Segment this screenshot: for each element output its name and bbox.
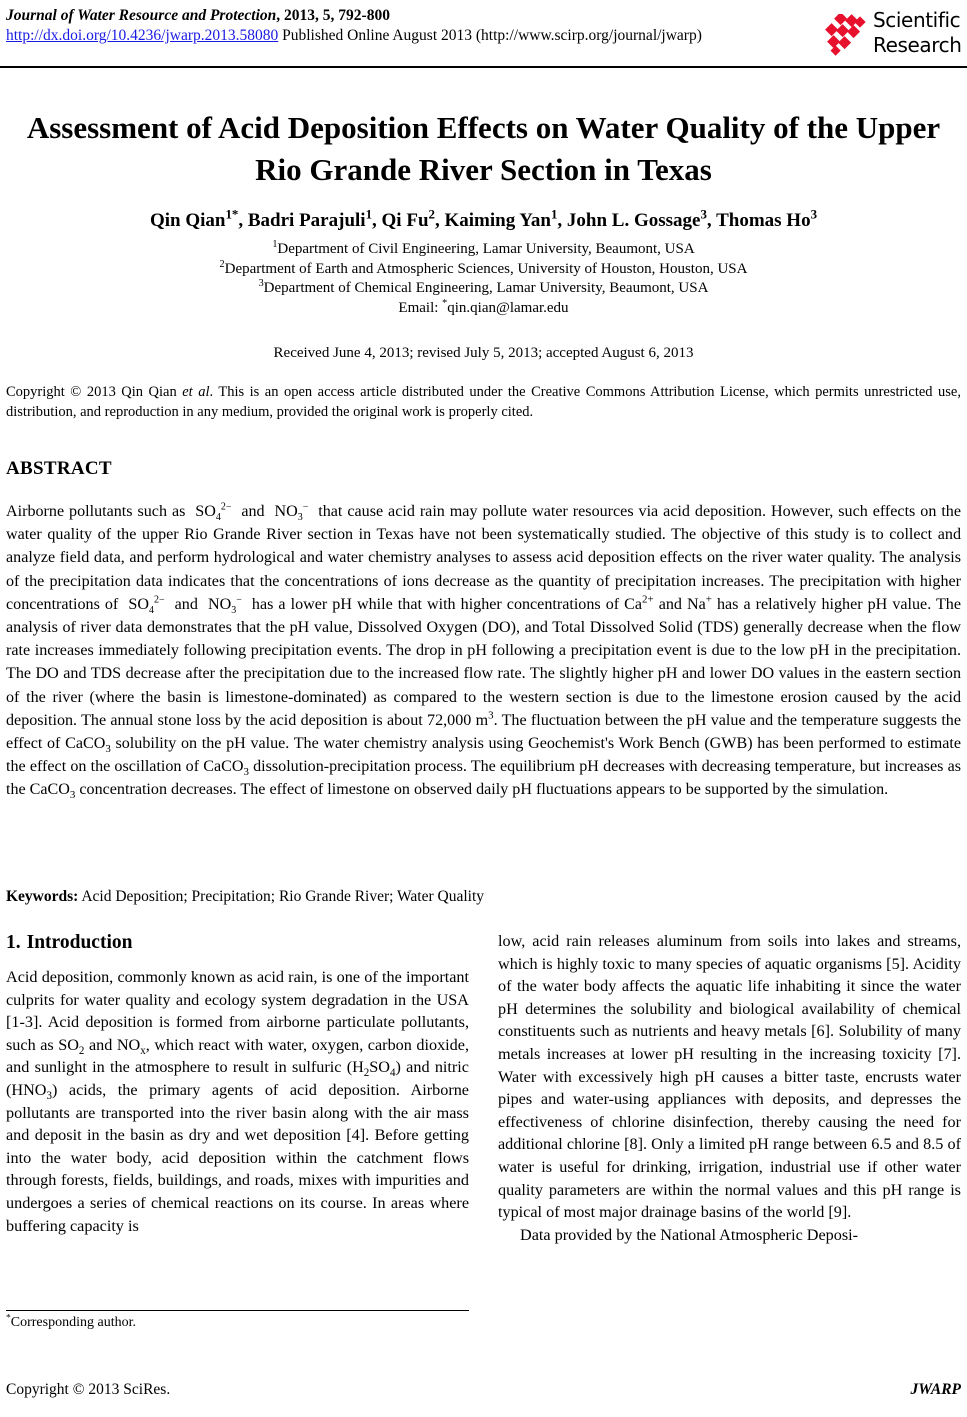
abstract-paragraph: Airborne pollutants such as $SO_4^{2-}$ and $NO_3^-$ that cause acid rain may pollute water resources via acid deposition. However, such effects on the water quality of the upper Rio Grande River section in Texas have not been systematically studied. The objective of this study is to collect and analyze field data, and perform hydrological and water chemistry analyses to assess acid deposition effects on the river water quality. The analysis of the precipitation data indicates that the concentrations of ions decrease as the quantity of precipitation increases. The precipitation with higher concentrations of $SO_4^{2-}$ and $NO_3^-$ has a lower pH while that with higher concentrations of $Ca^{2+}$ and Na+ has a relatively higher pH value. The analysis of river data demonstrates that the pH value, Dissolved Oxygen (DO), and Total Dissolved Solid (TDS) generally decrease when the flow rate increases immediately following precipitation events. The drop in pH following a precipitation event is due to the low pH in the precipitation. The DO and TDS decrease after the precipitation due to the increased flow rate. The slightly higher pH and lower DO values in the eastern section of the river (where the basin is limestone-dominated) as compared to the western section is due to the limestone erosion caused by the acid deposition. The annual stone loss by the acid deposition is about 72,000 $m^3$. The fluctuation between the pH value and the temperature suggests the effect of CaCO$_3$ solubility on the pH value. The water chemistry analysis using Geochemist's Work Bench (GWB) has been performed to estimate the effect on the oscillation of CaCO$_3$ dissolution-precipitation process. The equilibrium pH decreases with decreasing temperature, but increases as the CaCO$_3$ concentration decreases. The effect of limestone on observed daily pH fluctuations appears to be supported by the simulation. bbox=[6, 501, 962, 802]
logo-line-scientific: Scientific bbox=[873, 8, 961, 32]
section-number: 1. bbox=[6, 932, 21, 953]
section-heading-introduction bbox=[6, 930, 469, 956]
author-affil-marker: 1* bbox=[225, 206, 239, 222]
email-corresponding-marker: * bbox=[442, 297, 448, 309]
masthead bbox=[6, 6, 961, 62]
affiliation-2-text: Department of Earth and Atmospheric Sciences, University of Houston, Houston, USA bbox=[224, 260, 748, 277]
footnote-corresponding-author bbox=[6, 1314, 469, 1332]
author-affil-marker: 1 bbox=[365, 206, 373, 222]
intro-paragraph-right-1: low, acid rain releases aluminum from soils into lakes and streams, which is highly toxic to many species of aquatic organisms [5]. Acidity of the water body affects the aquatic life inhabiting it since the water pH determines the solubility and biological availability of chemical constituents such as nutrients and heavy metals [6]. Solubility of many metals increases at lower pH resulting in the increasing toxicity [7]. Water with excessively high pH causes a bitter taste, encrusts water pipes and water-using appliances with deposits, and depresses the effectiveness of chlorine disinfection, thereby causing the need for additional chlorine [8]. Only a limited pH range between 6.5 and 8.5 of water is useful for drinking, irrigation, industrial use if other water quality parameters are within the normal values and this pH range is typical of most major drainage basins of the world [9]. bbox=[498, 932, 961, 1222]
author-affil-marker: 2 bbox=[428, 206, 435, 222]
paper-title: Assessment of Acid Deposition Effects on Water Quality of the Upper Rio Grande River Section in Texas bbox=[26, 109, 941, 187]
caco3-subscript: 3 bbox=[105, 743, 111, 756]
footnote-divider bbox=[6, 1310, 469, 1311]
sulfate-ion-formula: $SO_4^{2-}$ bbox=[195, 501, 232, 524]
affiliation-3-text: Department of Chemical Engineering, Lamar University, Beaumont, USA bbox=[263, 280, 709, 296]
logo-wordmark bbox=[873, 8, 962, 58]
column-left bbox=[6, 930, 469, 1237]
body-columns bbox=[6, 930, 961, 1330]
email-address[interactable]: qin.qian@lamar.edu bbox=[447, 299, 569, 316]
section-title: Introduction bbox=[26, 932, 133, 953]
affiliation-marker: 3 bbox=[258, 278, 264, 289]
doi-link[interactable]: http://dx.doi.org/10.4236/jwarp.2013.58080 bbox=[6, 27, 279, 44]
hno3-subscript: 3 bbox=[46, 1090, 52, 1103]
calcium-charge: 2+ bbox=[642, 593, 654, 606]
caco3-subscript: 3 bbox=[243, 766, 249, 779]
abstract-heading: ABSTRACT bbox=[6, 458, 112, 479]
author-qin-qian: Qin Qian$^{1*}$, bbox=[149, 206, 248, 231]
masthead-doi-line bbox=[6, 26, 836, 46]
keywords-label: Keywords: bbox=[6, 888, 79, 905]
affiliation-2 bbox=[40, 260, 927, 280]
affiliation-block bbox=[40, 240, 927, 318]
sulfate-ion-formula: $SO_4^{2-}$ bbox=[128, 594, 165, 617]
intro-paragraph-right-2: Data provided by the National Atmospheric Deposi- bbox=[520, 1225, 859, 1244]
copyright-license-note: Copyright © 2013 Qin Qian et al. This is an open access article distributed under the Creative Commons Attribution License, which permits unrestricted use, distribution, and reproduction in any medium, provided the original work is properly cited. bbox=[6, 384, 961, 420]
h2so4-subscript: 4 bbox=[389, 1067, 396, 1080]
so2-subscript: 2 bbox=[78, 1045, 85, 1058]
author-affil-marker: 3 bbox=[810, 206, 818, 222]
nitrate-ion-formula: $NO_3^-$ bbox=[207, 594, 242, 617]
author-list bbox=[40, 208, 927, 234]
affiliation-3 bbox=[40, 279, 927, 299]
email-line bbox=[40, 299, 927, 319]
sodium-charge: + bbox=[705, 593, 712, 606]
author-thomas-ho: Thomas Ho$^3$ bbox=[716, 206, 818, 231]
author-kaiming-yan: Kaiming Yan$^1$, bbox=[439, 206, 567, 231]
footnote-block bbox=[6, 1310, 469, 1332]
abstract-body bbox=[6, 500, 961, 802]
masthead-journal-line bbox=[6, 6, 836, 26]
keywords-value: Acid Deposition; Precipitation; Rio Grande River; Water Quality bbox=[78, 888, 485, 905]
author-qi-fu: Qi Fu$^2$, bbox=[381, 206, 440, 231]
logo-line-research: Research bbox=[873, 33, 962, 57]
affiliation-1 bbox=[40, 240, 927, 260]
author-john-gossage: John L. Gossage$^3$, bbox=[566, 206, 717, 231]
affiliation-1-text: Department of Civil Engineering, Lamar University, Beaumont, USA bbox=[277, 241, 695, 257]
intro-paragraph-left: Acid deposition, commonly known as acid rain, is one of the important culprits for water quality and ecology system degradation in the USA [1-3]. Acid deposition is formed from airborne particulate pollutants, such as $SO_2$ and $NO_x$, which react with water, oxygen, carbon dioxide, and sunlight in the atmosphere to result in sulfuric $(H_2SO_4)$ and nitric $(HNO_3)$ acids, the primary agents of acid deposition. Airborne pollutants are transported into the river basin along with the air mass and deposit in the basin as dry and wet deposition [4]. Before getting into the water body, acid deposition within the catchment flows through forests, fields, buildings, and roads, mixes with impurities and undergoes a series of chemical reactions on its course. In areas where buffering capacity is bbox=[6, 968, 469, 1235]
footer-copyright: Copyright © 2013 SciRes. bbox=[6, 1381, 171, 1398]
nox-subscript: x bbox=[140, 1045, 146, 1058]
masthead-text-lines bbox=[6, 6, 836, 46]
published-online-text: Published Online August 2013 (http://www.scirp.org/journal/jwarp) bbox=[278, 27, 702, 44]
keywords-line bbox=[6, 886, 961, 907]
cubic-meter-exponent: 3 bbox=[488, 709, 494, 722]
journal-volume-info: , 2013, 5, 792-800 bbox=[276, 7, 390, 24]
author-affil-marker: 1 bbox=[550, 206, 558, 222]
column-right bbox=[498, 930, 961, 1246]
footnote-marker: * bbox=[6, 1313, 11, 1324]
author-affil-marker: 3 bbox=[700, 206, 707, 222]
diamond-logo-icon bbox=[823, 14, 869, 56]
author-badri-parajuli: Badri Parajuli$^1$, bbox=[247, 206, 382, 231]
nitrate-ion-formula: $NO_3^-$ bbox=[274, 501, 309, 524]
masthead-divider bbox=[0, 66, 967, 68]
footnote-text: Corresponding author. bbox=[10, 1315, 136, 1330]
affiliation-marker: 2 bbox=[219, 258, 225, 270]
affiliation-marker: 1 bbox=[272, 239, 278, 250]
publication-dates: Received June 4, 2013; revised July 5, 2013; accepted August 6, 2013 bbox=[273, 345, 694, 361]
et-al-italic: et al bbox=[182, 384, 210, 400]
email-label: Email: bbox=[398, 299, 443, 316]
page-footer bbox=[6, 1380, 961, 1400]
scientific-research-logo bbox=[823, 8, 962, 60]
footer-journal-abbrev: JWARP bbox=[910, 1381, 961, 1398]
journal-name: Journal of Water Resource and Protection bbox=[6, 7, 277, 24]
caco3-subscript: 3 bbox=[69, 789, 76, 802]
h2so4-subscript: 2 bbox=[363, 1067, 370, 1080]
